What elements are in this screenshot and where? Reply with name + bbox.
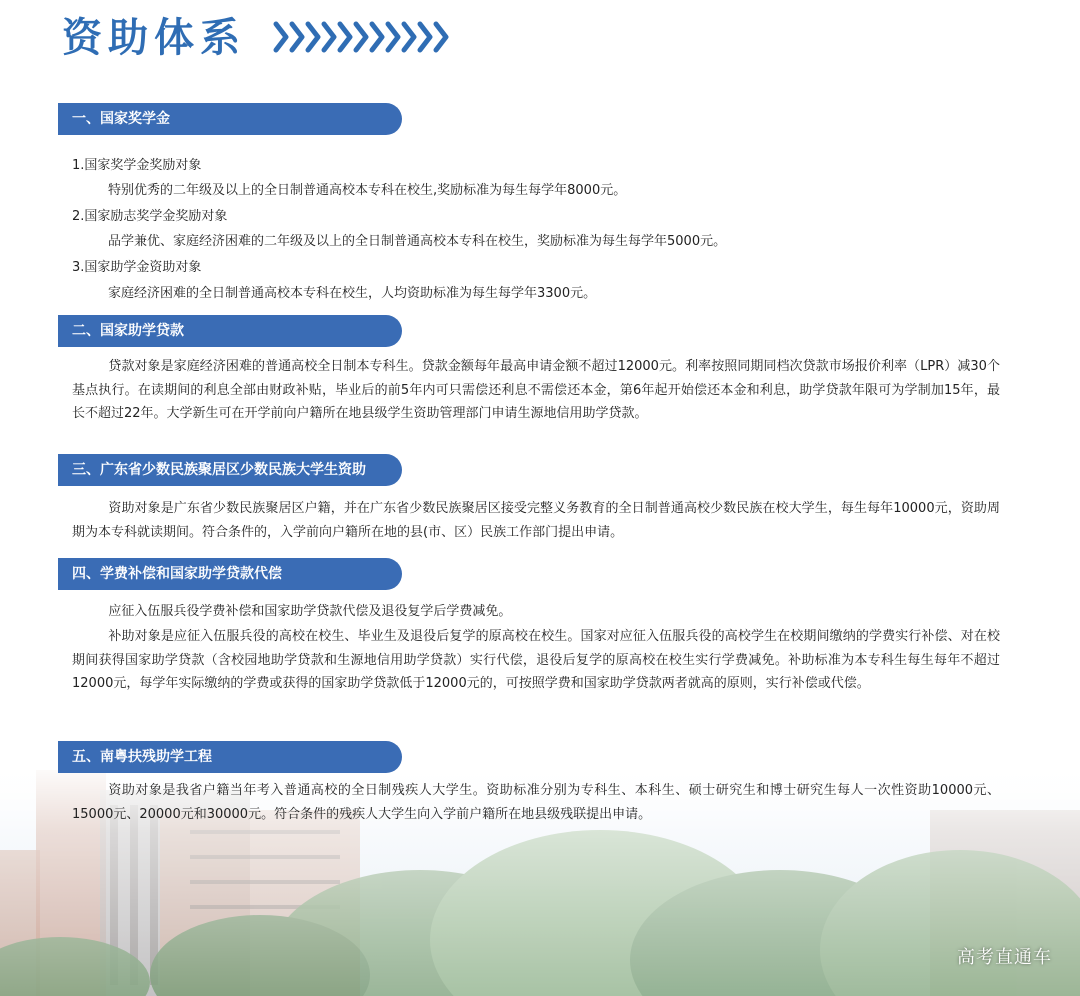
page-title: 资助体系 [62,15,246,61]
section-heading: 三、广东省少数民族聚居区少数民族大学生资助 [58,454,402,486]
item-title: 1.国家奖学金奖励对象 [72,158,202,173]
section-paragraph: 资助对象是广东省少数民族聚居区户籍，并在广东省少数民族聚居区接受完整义务教育的全日制普通高校少数民族在校大学生，每生每年10000元，资助周期为本专科就读期间。符合条件的，入学前向户籍所在地的县(市、区）民族工作部门提出申请。 [72,501,1000,540]
section-heading: 四、学费补偿和国家助学贷款代偿 [58,558,402,590]
item-title: 2.国家励志奖学金奖励对象 [72,209,228,224]
section-paragraph: 补助对象是应征入伍服兵役的高校在校生、毕业生及退役后复学的原高校在校生。国家对应征入伍服兵役的高校学生在校期间缴纳的学费实行补偿、对在校期间获得国家助学贷款（含校园地助学贷款和生源地信用助学贷款）实行代偿，退役后复学的原高校在校生实行学费减免。补助标准为本专科生每生每年不超过12000元，每学年实际缴纳的学费或获得的国家助学贷款低于12000元的，可按照学费和国家助学贷款两者就高的原则，实行补偿或代偿。 [72,629,1000,691]
item-text: 品学兼优、家庭经济困难的二年级及以上的全日制普通高校本专科在校生，奖励标准为每生每学年5000元。 [108,234,727,249]
section-heading: 二、国家助学贷款 [58,315,402,347]
watermark-text: 高考直通车 [957,947,1052,968]
item-title: 3.国家助学金资助对象 [72,260,202,275]
section-heading: 五、南粤扶残助学工程 [58,741,402,773]
item-text: 特别优秀的二年级及以上的全日制普通高校本专科在校生,奖励标准为每生每学年8000元。 [108,183,627,198]
section-paragraph: 贷款对象是家庭经济困难的普通高校全日制本专科生。贷款金额每年最高申请金额不超过12000元。利率按照同期同档次贷款市场报价利率（LPR）减30个基点执行。在读期间的利息全部由财政补贴，毕业后的前5年内可只需偿还利息不需偿还本金，第6年起开始偿还本金和利息，助学贷款年限可为学制加15年，最长不超过22年。大学新生可在开学前向户籍所在地县级学生资助管理部门申请生源地信用助学贷款。 [72,359,1000,421]
section-paragraph: 应征入伍服兵役学费补偿和国家助学贷款代偿及退役复学后学费减免。 [108,604,512,619]
section-heading: 一、国家奖学金 [58,103,402,135]
item-text: 家庭经济困难的全日制普通高校本专科在校生，人均资助标准为每生每学年3300元。 [108,286,597,301]
section-paragraph: 资助对象是我省户籍当年考入普通高校的全日制残疾人大学生。资助标准分别为专科生、本科生、硕士研究生和博士研究生每人一次性资助10000元、15000元、20000元和30000元。符合条件的残疾人大学生向入学前户籍所在地县级残联提出申请。 [72,783,1000,822]
chevron-arrows-icon [272,20,456,58]
